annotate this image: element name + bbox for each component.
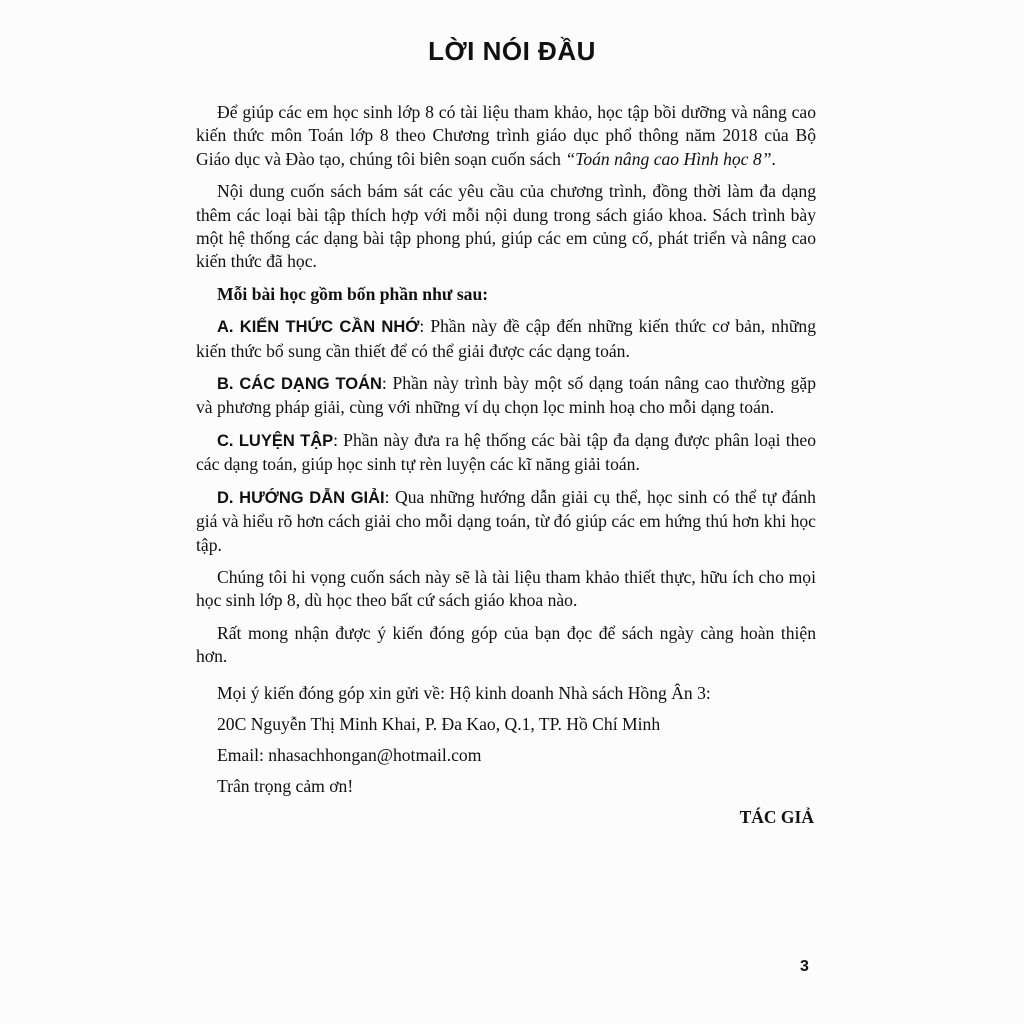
intro-paragraph-1-end: . (771, 148, 776, 169)
section-b (196, 372, 816, 420)
closing-paragraph-2: Rất mong nhận được ý kiến đóng góp của bạn đọc để sách ngày càng hoàn thiện hơn. (196, 622, 816, 667)
contact-block (196, 678, 816, 802)
intro-paragraph-2: Nội dung cuốn sách bám sát các yêu cầu của chương trình, đồng thời làm đa dạng thêm các loại bài tập thích hợp với mỗi nội dung trong sách giáo khoa. Sách trình bày một hệ thống các dạng bài tập phong phú, giúp các em củng cố, phát triển và nâng cao kiến thức đã học. (196, 181, 816, 272)
section-d-label: D. HƯỚNG DẪN GIẢI (217, 488, 385, 507)
contact-address: 20C Nguyễn Thị Minh Khai, P. Đa Kao, Q.1, TP. Hồ Chí Minh (217, 713, 661, 734)
section-c (196, 429, 816, 477)
section-b-text: : Phần này trình bày một số dạng toán nâng cao thường gặp và phương pháp giải, cùng với những ví dụ chọn lọc minh hoạ cho mỗi dạng toán. (196, 373, 817, 418)
section-c-text: : Phần này đưa ra hệ thống các bài tập đa dạng được phân loại theo các dạng toán, giúp học sinh tự rèn luyện các kĩ năng giải toán. (196, 429, 817, 475)
section-d (196, 486, 816, 557)
page-title: LỜI NÓI ĐẦU (428, 36, 596, 66)
section-d-text: : Qua những hướng dẫn giải cụ thể, học sinh có thể tự đánh giá và hiểu rõ hơn cách giải cho mỗi dạng toán, từ đó giúp các em hứng thú hơn khi học tập. (196, 486, 816, 555)
section-b-label: B. CÁC DẠNG TOÁN (217, 375, 382, 394)
sections-heading: Mỗi bài học gồm bốn phần như sau: (217, 283, 489, 304)
contact-thanks: Trân trọng cảm ơn! (217, 775, 354, 796)
section-c-label: C. LUYỆN TẬP (217, 431, 334, 450)
intro-paragraph-1 (196, 101, 816, 171)
book-title: “Toán nâng cao Hình học 8” (565, 148, 772, 169)
author-signature: TÁC GIẢ (739, 806, 814, 827)
contact-email: Email: nhasachhongan@hotmail.com (217, 744, 482, 765)
section-a-text: : Phần này đề cập đến những kiến thức cơ bản, những kiến thức bổ sung cần thiết để có thể giải được các dạng toán. (196, 316, 817, 361)
contact-line-1: Mọi ý kiến đóng góp xin gửi về: Hộ kinh doanh Nhà sách Hồng Ân 3: (217, 682, 711, 703)
section-a-label: A. KIẾN THỨC CẦN NHỚ (217, 318, 420, 337)
intro-paragraph-1-text: Để giúp các em học sinh lớp 8 có tài liệu tham khảo, học tập bồi dưỡng và nâng cao kiến thức môn Toán lớp 8 theo Chương trình giáo dục phổ thông năm 2018 của Bộ Giáo dục và Đào tạo, chúng tôi biên soạn cuốn sách (196, 102, 816, 169)
section-a (196, 315, 816, 363)
page-number: 3 (800, 958, 809, 975)
page-body (196, 101, 816, 829)
closing-paragraph-1: Chúng tôi hi vọng cuốn sách này sẽ là tài liệu tham khảo thiết thực, hữu ích cho mọi học sinh lớp 8, dù học theo bất cứ sách giáo khoa nào. (196, 566, 816, 611)
